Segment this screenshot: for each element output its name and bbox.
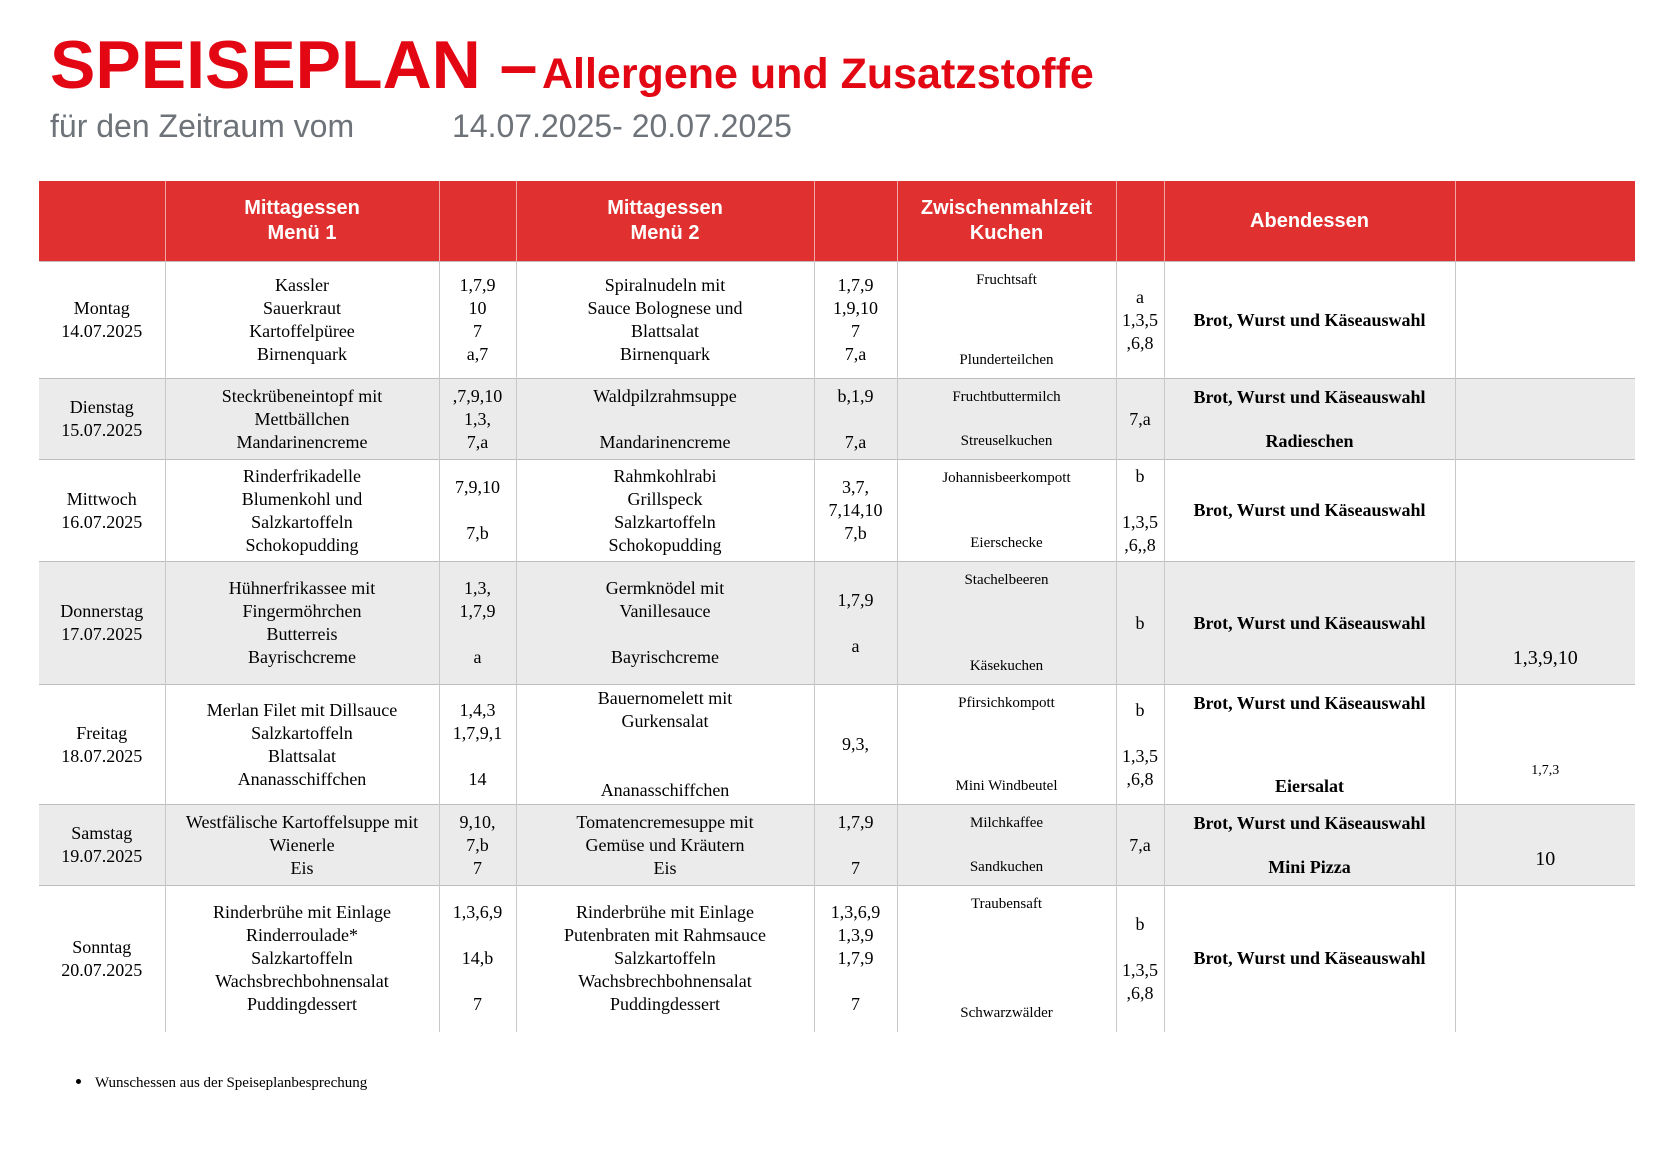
menu-table <box>39 181 1635 1032</box>
day-cell: Sonntag 20.07.2025 <box>39 886 165 1032</box>
table-row <box>39 562 1635 685</box>
dinner-cell <box>1164 562 1455 685</box>
dinner-main: Brot, Wurst und Käseauswahl <box>1193 612 1426 633</box>
dinner-codes-cell <box>1455 262 1635 379</box>
menu2-cell: Tomatencremesuppe mit Gemüse und Kräutern Eis <box>516 805 814 886</box>
day-cell: Dienstag 15.07.2025 <box>39 379 165 460</box>
snack-cell <box>897 805 1116 886</box>
snack-drink: Fruchtbuttermilch <box>952 388 1061 405</box>
snack-cake: Eierschecke <box>970 534 1043 551</box>
menu1-codes-cell: 7,9,10 7,b <box>439 460 516 562</box>
snack-cake: Käsekuchen <box>969 657 1044 674</box>
snack-cake: Mini Windbeutel <box>955 777 1058 794</box>
title-main: SPEISEPLAN – <box>50 27 538 103</box>
menu1-cell: Hühnerfrikassee mit Fingermöhrchen Butterreis Bayrischcreme <box>165 562 439 685</box>
table-row <box>39 685 1635 805</box>
dinner-main: Brot, Wurst und Käseauswahl <box>1193 500 1426 520</box>
day-cell: Montag 14.07.2025 <box>39 262 165 379</box>
period-line <box>50 108 792 145</box>
menu2-codes-cell: 1,7,9 7 <box>814 805 897 886</box>
dinner-cell <box>1164 262 1455 379</box>
footnote <box>76 1075 367 1092</box>
day-cell: Samstag 19.07.2025 <box>39 805 165 886</box>
menu1-cell: Rinderfrikadelle Blumenkohl und Salzkartoffeln Schokopudding <box>165 460 439 562</box>
header-menu2-codes <box>814 181 897 262</box>
header-dinner: Abendessen <box>1164 181 1455 262</box>
table-row <box>39 262 1635 379</box>
page-title <box>50 26 1094 104</box>
menu2-codes-cell: 1,7,9 1,9,10 7 7,a <box>814 262 897 379</box>
snack-cake: Plunderteilchen <box>959 351 1054 368</box>
header-snack-codes <box>1116 181 1164 262</box>
menu2-cell: Germknödel mit Vanillesauce Bayrischcreme <box>516 562 814 685</box>
dinner-extra: Eiersalat <box>1275 775 1344 796</box>
day-cell: Donnerstag 17.07.2025 <box>39 562 165 685</box>
snack-codes-cell: b <box>1116 562 1164 685</box>
snack-drink: Johannisbeerkompott <box>942 469 1071 486</box>
dinner-codes-cell: 1,3,9,10 <box>1455 562 1635 685</box>
bullet-icon <box>76 1079 81 1084</box>
menu1-codes-cell: 1,3, 1,7,9 a <box>439 562 516 685</box>
header-dinner-codes <box>1455 181 1635 262</box>
snack-cell <box>897 379 1116 460</box>
snack-codes-cell: 7,a <box>1116 805 1164 886</box>
dinner-cell <box>1164 460 1455 562</box>
snack-codes-cell: b 1,3,5 ,6,8 <box>1116 886 1164 1032</box>
dinner-codes-cell <box>1455 460 1635 562</box>
period-dates: 14.07.2025- 20.07.2025 <box>452 108 792 144</box>
dinner-cell <box>1164 379 1455 460</box>
snack-codes-cell: b 1,3,5 ,6,8 <box>1116 685 1164 805</box>
table-row <box>39 805 1635 886</box>
menu1-cell: Westfälische Kartoffelsuppe mit Wienerle Eis <box>165 805 439 886</box>
footnote-text: Wunschessen aus der Speiseplanbesprechung <box>95 1075 368 1091</box>
menu2-codes-cell: b,1,9 7,a <box>814 379 897 460</box>
menu2-cell: Rahmkohlrabi Grillspeck Salzkartoffeln Schokopudding <box>516 460 814 562</box>
menu1-cell: Steckrübeneintopf mit Mettbällchen Mandarinencreme <box>165 379 439 460</box>
menu1-codes-cell: ,7,9,10 1,3, 7,a <box>439 379 516 460</box>
menu1-codes-cell: 1,3,6,9 14,b 7 <box>439 886 516 1032</box>
snack-cake: Streuselkuchen <box>960 432 1053 449</box>
snack-cell <box>897 685 1116 805</box>
header-menu2: Mittagessen Menü 2 <box>516 181 814 262</box>
table-row <box>39 379 1635 460</box>
day-cell: Mittwoch 16.07.2025 <box>39 460 165 562</box>
header-day <box>39 181 165 262</box>
snack-codes-cell: b 1,3,5 ,6,,8 <box>1116 460 1164 562</box>
menu1-cell: Kassler Sauerkraut Kartoffelpüree Birnenquark <box>165 262 439 379</box>
menu2-codes-cell: 9,3, <box>814 685 897 805</box>
dinner-main: Brot, Wurst und Käseauswahl <box>1193 309 1426 330</box>
dinner-cell <box>1164 805 1455 886</box>
header-menu1: Mittagessen Menü 1 <box>165 181 439 262</box>
dinner-codes-cell: 10 <box>1455 805 1635 886</box>
menu1-codes-cell: 1,4,3 1,7,9,1 14 <box>439 685 516 805</box>
snack-drink: Traubensaft <box>970 895 1043 912</box>
snack-drink: Fruchtsaft <box>976 271 1037 288</box>
snack-drink: Milchkaffee <box>969 814 1044 831</box>
dinner-cell <box>1164 685 1455 805</box>
header-snack: Zwischenmahlzeit Kuchen <box>897 181 1116 262</box>
snack-cell <box>897 886 1116 1032</box>
snack-cell <box>897 460 1116 562</box>
menu2-cell: Waldpilzrahmsuppe Mandarinencreme <box>516 379 814 460</box>
dinner-codes-cell: 1,7,3 <box>1455 685 1635 805</box>
menu1-codes-cell: 9,10, 7,b 7 <box>439 805 516 886</box>
snack-cell <box>897 262 1116 379</box>
table-row <box>39 460 1635 562</box>
menu2-cell: Bauernomelett mit Gurkensalat Ananasschiffchen <box>516 685 814 805</box>
header-menu1-codes <box>439 181 516 262</box>
title-subtitle: Allergene und Zusatzstoffe <box>541 50 1094 98</box>
day-cell: Freitag 18.07.2025 <box>39 685 165 805</box>
period-label: für den Zeitraum vom <box>50 108 355 144</box>
snack-cell <box>897 562 1116 685</box>
dinner-codes-cell <box>1455 886 1635 1032</box>
dinner-cell <box>1164 886 1455 1032</box>
menu1-cell: Merlan Filet mit Dillsauce Salzkartoffeln Blattsalat Ananasschiffchen <box>165 685 439 805</box>
dinner-main: Brot, Wurst und Käseauswahl <box>1193 692 1426 713</box>
dinner-main: Brot, Wurst und Käseauswahl <box>1193 812 1426 833</box>
table-header <box>39 181 1635 262</box>
menu1-codes-cell: 1,7,9 10 7 a,7 <box>439 262 516 379</box>
dinner-main: Brot, Wurst und Käseauswahl <box>1193 386 1426 407</box>
menu2-codes-cell: 1,3,6,9 1,3,9 1,7,9 7 <box>814 886 897 1032</box>
snack-codes-cell: a 1,3,5 ,6,8 <box>1116 262 1164 379</box>
snack-cake: Schwarzwälder <box>960 1004 1053 1021</box>
menu2-cell: Rinderbrühe mit Einlage Putenbraten mit Rahmsauce Salzkartoffeln Wachsbrechbohnensalat Puddingdessert <box>516 886 814 1032</box>
snack-drink: Pfirsichkompott <box>958 694 1055 711</box>
menu2-codes-cell: 1,7,9 a <box>814 562 897 685</box>
snack-codes-cell: 7,a <box>1116 379 1164 460</box>
dinner-extra: Mini Pizza <box>1268 856 1351 877</box>
menu2-cell: Spiralnudeln mit Sauce Bolognese und Blattsalat Birnenquark <box>516 262 814 379</box>
snack-drink: Stachelbeeren <box>964 571 1049 588</box>
dinner-extra: Radieschen <box>1265 430 1354 451</box>
table-row <box>39 886 1635 1032</box>
snack-cake: Sandkuchen <box>969 858 1044 875</box>
dinner-main: Brot, Wurst und Käseauswahl <box>1193 948 1426 969</box>
menu1-cell: Rinderbrühe mit Einlage Rinderroulade* Salzkartoffeln Wachsbrechbohnensalat Puddingdessert <box>165 886 439 1032</box>
menu2-codes-cell: 3,7, 7,14,10 7,b <box>814 460 897 562</box>
dinner-codes-cell <box>1455 379 1635 460</box>
